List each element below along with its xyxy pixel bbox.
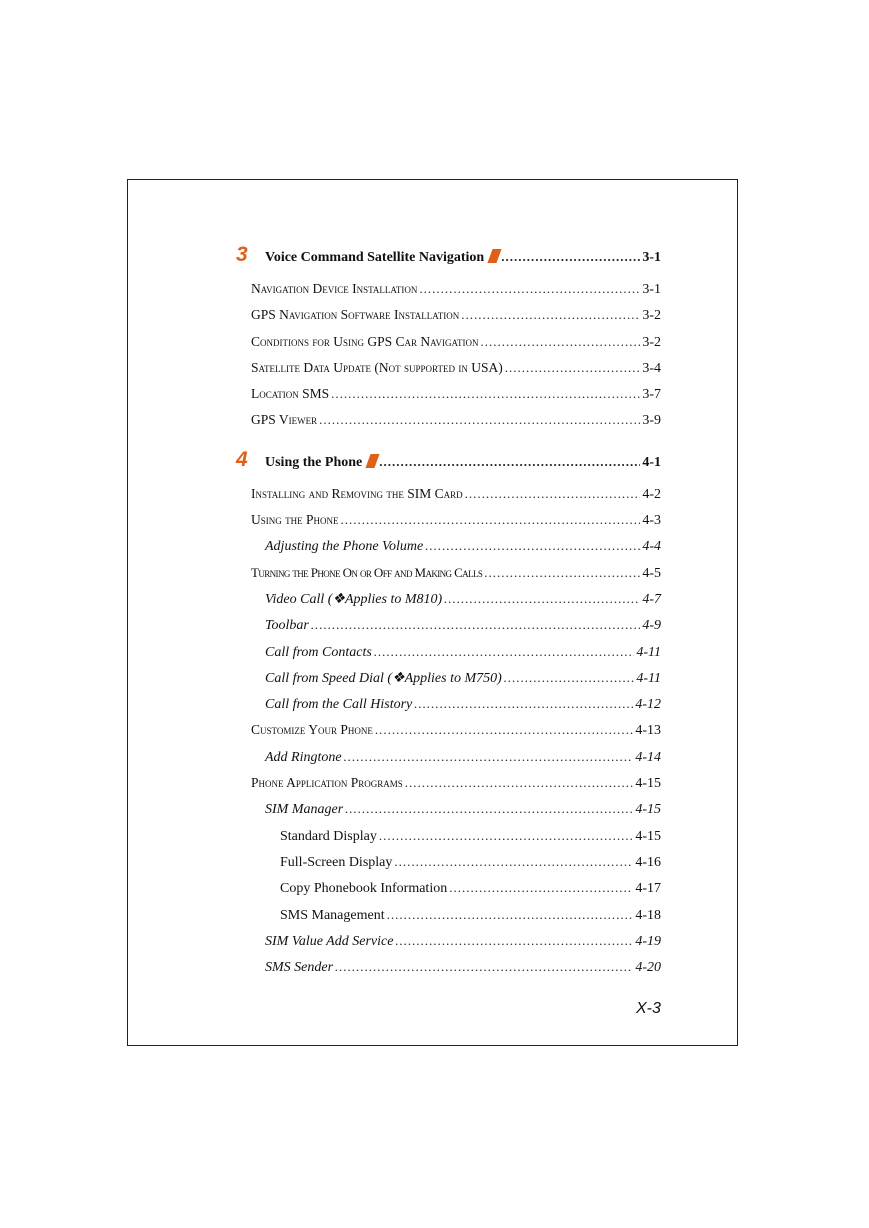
toc-entry-label: Location SMS: [251, 386, 330, 402]
toc-subentry[interactable]: [236, 639, 661, 665]
dot-leader: [375, 717, 633, 743]
dot-leader: [311, 612, 640, 638]
toc-entry[interactable]: [236, 481, 661, 507]
chapter-title: Voice Command Satellite Navigation: [265, 241, 499, 275]
dot-leader: [465, 481, 641, 507]
toc-entry-page: 3-9: [642, 413, 661, 429]
slash-marker-icon: [366, 454, 380, 468]
toc-entry-label: Video Call (❖Applies to M810): [265, 591, 443, 607]
dot-leader: [344, 744, 634, 770]
toc-entry-page: 4-7: [642, 591, 661, 607]
toc-entry-page: 4-16: [635, 854, 661, 870]
toc-entry-label: Installing and Removing the SIM Card: [251, 485, 463, 501]
toc-entry-page: 4-20: [635, 960, 661, 976]
toc-entry-label: Toolbar: [265, 618, 309, 634]
dot-leader: [419, 276, 640, 302]
dot-leader: [484, 560, 640, 586]
toc-entry-page: 4-15: [635, 802, 661, 818]
toc-entry-label: Using the Phone: [251, 512, 339, 528]
toc-entry-label: Call from the Call History: [265, 697, 413, 713]
dot-leader: [395, 928, 633, 954]
toc-entry-page: 4-19: [635, 933, 661, 949]
toc-entry-page: 4-14: [635, 749, 661, 765]
page-number: X-3: [636, 1000, 661, 1017]
toc-entry[interactable]: [236, 276, 661, 302]
toc-entry-label: SIM Manager: [265, 802, 344, 818]
toc-subsubentry[interactable]: [236, 823, 661, 849]
toc-entry-page: 4-12: [635, 697, 661, 713]
toc-subentry[interactable]: [236, 744, 661, 770]
toc-subentry[interactable]: [236, 612, 661, 638]
chapter-number: 3: [236, 243, 248, 266]
toc-entry[interactable]: [236, 717, 661, 743]
dot-leader: [394, 849, 633, 875]
dot-leader: [444, 586, 640, 612]
toc-subsubentry[interactable]: [236, 902, 661, 928]
toc-subsubentry[interactable]: [236, 875, 661, 901]
toc-entry-label: SMS Management: [280, 907, 385, 923]
toc-entry[interactable]: [236, 302, 661, 328]
chapter-heading-4[interactable]: [236, 443, 661, 477]
table-of-contents: [236, 238, 661, 980]
toc-entry[interactable]: [236, 507, 661, 533]
toc-entry-label: Turning the Phone On or Off and Making Calls: [251, 564, 483, 580]
toc-entry-page: 3-2: [642, 308, 661, 324]
toc-entry-label: Call from Speed Dial (❖Applies to M750): [265, 670, 502, 686]
toc-entry-page: 3-7: [642, 387, 661, 403]
toc-entry-label: Customize Your Phone: [251, 722, 373, 738]
toc-entry-label: SIM Value Add Service: [265, 933, 394, 949]
toc-entry-label: Satellite Data Update (Not supported in USA): [251, 359, 503, 375]
dot-leader: [481, 329, 641, 355]
dot-leader: [449, 875, 633, 901]
chapter-page: 4-1: [642, 454, 661, 470]
dot-leader: [379, 445, 640, 479]
toc-entry-page: 4-2: [642, 486, 661, 502]
dot-leader: [405, 770, 634, 796]
toc-entry-page: 4-5: [642, 565, 661, 581]
toc-entry-label: Full-Screen Display: [280, 854, 393, 870]
toc-entry-page: 4-9: [642, 618, 661, 634]
toc-entry[interactable]: [236, 770, 661, 796]
toc-subentry[interactable]: [236, 928, 661, 954]
toc-subentry[interactable]: [236, 954, 661, 980]
toc-entry-label: GPS Navigation Software Installation: [251, 307, 460, 323]
dot-leader: [501, 240, 640, 274]
toc-entry[interactable]: [236, 560, 661, 586]
toc-entry-label: SMS Sender: [265, 960, 334, 976]
toc-subentry[interactable]: [236, 691, 661, 717]
toc-entry-page: 4-18: [635, 907, 661, 923]
dot-leader: [504, 665, 635, 691]
chapter-number: 4: [236, 447, 248, 471]
toc-entry-label: Call from Contacts: [265, 644, 372, 660]
toc-entry-label: Copy Phonebook Information: [280, 881, 448, 897]
toc-entry-page: 4-15: [635, 776, 661, 792]
slash-marker-icon: [488, 249, 502, 263]
dot-leader: [414, 691, 633, 717]
toc-entry-page: 4-15: [635, 828, 661, 844]
dot-leader: [374, 639, 635, 665]
dot-leader: [505, 355, 641, 381]
toc-subentry[interactable]: [236, 665, 661, 691]
toc-entry-page: 4-11: [636, 670, 661, 686]
toc-subentry[interactable]: [236, 586, 661, 612]
toc-entry-page: 3-2: [642, 334, 661, 350]
toc-entry-page: 4-11: [636, 644, 661, 660]
toc-entry-page: 4-13: [635, 723, 661, 739]
dot-leader: [319, 407, 640, 433]
toc-entry-label: Conditions for Using GPS Car Navigation: [251, 333, 479, 349]
dot-leader: [335, 954, 633, 980]
dot-leader: [387, 902, 634, 928]
toc-subentry[interactable]: [236, 796, 661, 822]
chapter-title: Using the Phone: [265, 446, 377, 480]
toc-entry-page: 4-3: [642, 513, 661, 529]
toc-subsubentry[interactable]: [236, 849, 661, 875]
chapter-heading-3[interactable]: [236, 238, 661, 272]
dot-leader: [425, 533, 640, 559]
toc-entry-label: Phone Application Programs: [251, 775, 403, 791]
dot-leader: [379, 823, 634, 849]
toc-entry-label: Adjusting the Phone Volume: [265, 539, 424, 555]
toc-entry-label: GPS Viewer: [251, 412, 318, 428]
toc-entry-label: Standard Display: [280, 828, 377, 844]
toc-entry-label: Navigation Device Installation: [251, 281, 418, 296]
toc-entry-page: 3-1: [642, 282, 661, 297]
toc-entry-page: 3-4: [642, 360, 661, 376]
toc-entry[interactable]: [236, 329, 661, 355]
toc-entry[interactable]: [236, 407, 661, 433]
dot-leader: [341, 507, 641, 533]
toc-entry[interactable]: [236, 381, 661, 407]
toc-entry-page: 4-17: [635, 881, 661, 897]
toc-entry-label: Add Ringtone: [265, 749, 342, 765]
dot-leader: [331, 381, 640, 407]
toc-entry[interactable]: [236, 355, 661, 381]
chapter-page: 3-1: [642, 250, 661, 265]
toc-entry-page: 4-4: [642, 539, 661, 555]
dot-leader: [345, 796, 633, 822]
toc-subentry[interactable]: [236, 533, 661, 559]
dot-leader: [461, 302, 640, 328]
